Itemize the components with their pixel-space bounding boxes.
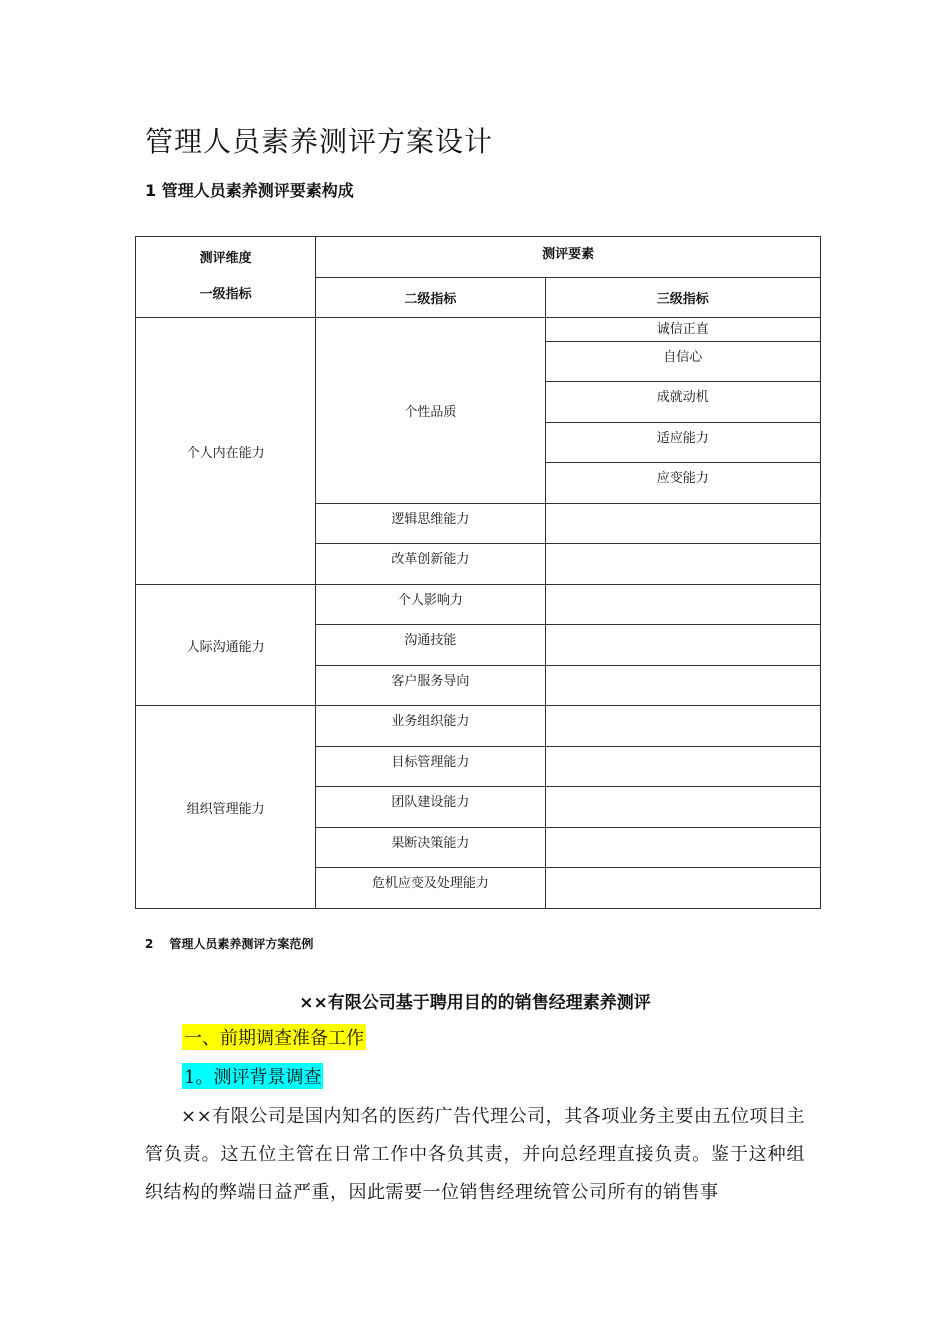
level2-cell: 危机应变及处理能力 (316, 868, 545, 909)
level3-empty-cell (545, 706, 820, 747)
header-level2: 二级指标 (316, 277, 545, 318)
header-dimension-cell (136, 237, 316, 318)
header-level1: 一级指标 (199, 287, 252, 302)
level2-cell: 目标管理能力 (316, 747, 545, 787)
level3-cell: 自信心 (545, 342, 820, 382)
section-2-number: 2 (145, 937, 154, 951)
level2-cell: 逻辑思维能力 (316, 504, 545, 544)
level1-cell: 人际沟通能力 (136, 585, 316, 706)
section-2-text: 管理人员素养测评方案范例 (169, 937, 314, 951)
level2-cell: 改革创新能力 (316, 544, 545, 585)
level2-cell: 果断决策能力 (316, 828, 545, 868)
highlighted-heading-yellow: 一、前期调查准备工作 (182, 1024, 366, 1050)
header-dimension: 测评维度 (199, 251, 252, 266)
level2-cell: 个人影响力 (316, 585, 545, 625)
level3-cell: 诚信正直 (545, 318, 820, 342)
level3-empty-cell (545, 666, 820, 706)
highlighted-heading-cyan: 1。测评背景调查 (182, 1063, 323, 1089)
level3-empty-cell (545, 625, 820, 666)
header-elements: 测评要素 (316, 237, 821, 278)
level3-empty-cell (545, 504, 820, 544)
level3-cell: 适应能力 (545, 423, 820, 463)
level1-cell: 组织管理能力 (136, 706, 316, 909)
level3-empty-cell (545, 585, 820, 625)
level2-cell: 团队建设能力 (316, 787, 545, 828)
level3-cell: 成就动机 (545, 382, 820, 423)
section-1-heading: 1 管理人员素养测评要素构成 (145, 181, 354, 200)
level2-cell: 客户服务导向 (316, 666, 545, 706)
level3-empty-cell (545, 787, 820, 828)
level3-cell: 应变能力 (545, 463, 820, 504)
level1-cell: 个人内在能力 (136, 318, 316, 585)
case-title: ××有限公司基于聘用目的的销售经理素养测评 (299, 993, 651, 1013)
assessment-elements-table (135, 236, 821, 909)
level3-empty-cell (545, 828, 820, 868)
header-level3: 三级指标 (545, 277, 820, 318)
level2-cell: 沟通技能 (316, 625, 545, 666)
level3-empty-cell (545, 544, 820, 585)
body-paragraph: ××有限公司是国内知名的医药广告代理公司，其各项业务主要由五位项目主管负责。这五位主管在日常工作中各负其责，并向总经理直接负责。鉴于这种组织结构的弊端日益严重，因此需要一位销售经理统管公司所有的销售事 (145, 1106, 805, 1203)
level2-cell: 个性品质 (316, 318, 545, 504)
level3-empty-cell (545, 747, 820, 787)
document-title: 管理人员素养测评方案设计 (145, 125, 494, 158)
section-2-heading (145, 935, 313, 952)
level3-empty-cell (545, 868, 820, 909)
level2-cell: 业务组织能力 (316, 706, 545, 747)
